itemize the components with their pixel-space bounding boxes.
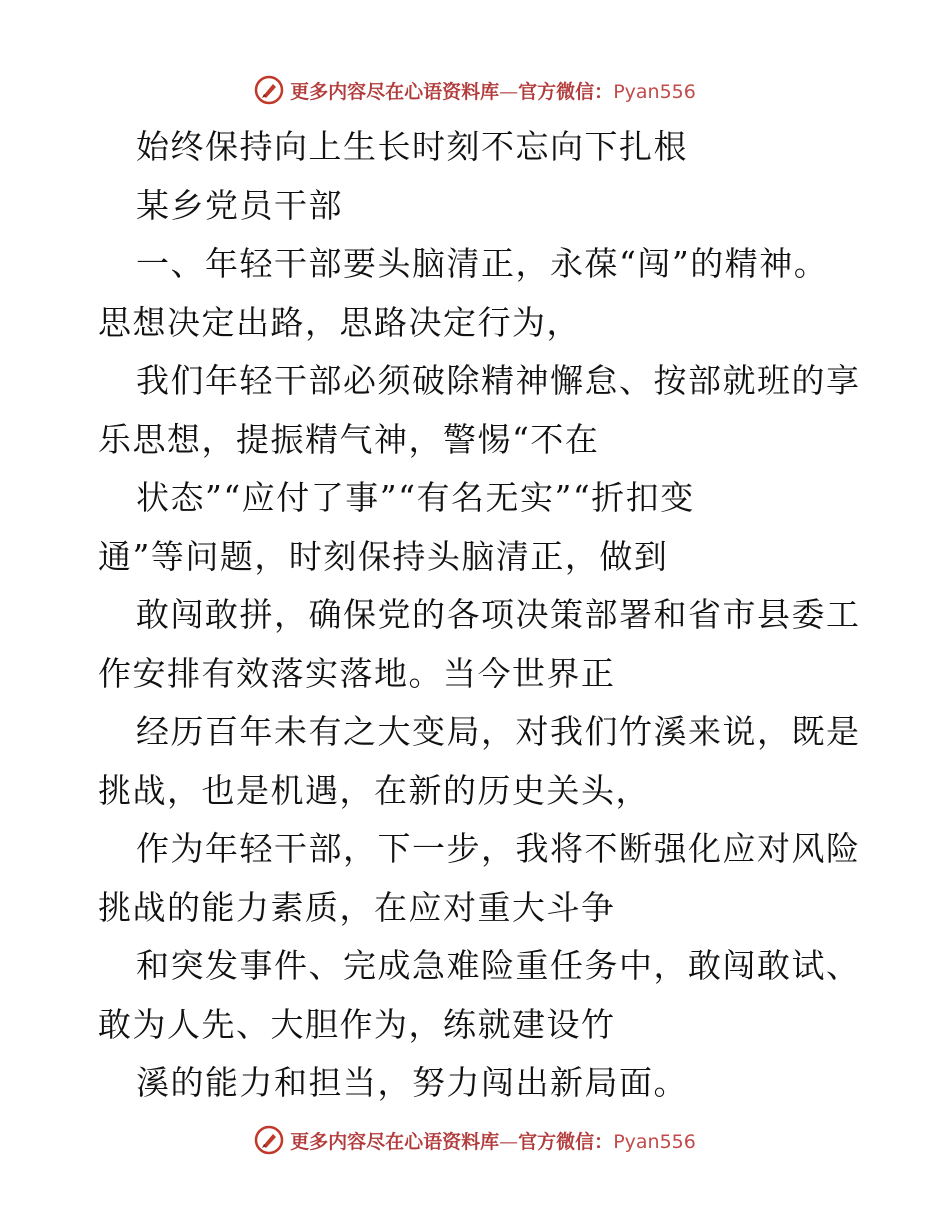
text-line: 经历百年未有之大变局，对我们竹溪来说，既是 [136,712,861,751]
text-line: 某乡党员干部 [136,185,343,225]
text-line: 我们年轻干部必须破除精神懈怠、按部就班的享 [136,361,861,400]
text-line: 和突发事件、完成急难险重任务中，敢闯敢试、 [136,946,861,985]
pen-logo-icon [254,75,284,105]
watermark-text: 更多内容尽在心语资料库—官方微信：Pyan556 [290,80,696,103]
text-line: 乐思想，提振精气神，警惕“不在 [98,419,600,459]
document-body [98,118,861,1113]
text-line: 状态”“应付了事”“有名无实”“折扣变 [136,478,695,517]
text-line: 始终保持向上生长时刻不忘向下扎根 [136,127,688,166]
footer-watermark [0,1120,950,1160]
text-line: 作安排有效落实落地。当今世界正 [98,653,616,693]
watermark-text: 更多内容尽在心语资料库—官方微信：Pyan556 [290,1130,696,1153]
text-line: 作为年轻干部，下一步，我将不断强化应对风险 [136,829,861,868]
header-watermark [0,70,950,110]
text-line: 思想决定出路，思路决定行为， [98,302,581,342]
pen-logo-icon [254,1125,284,1155]
text-line: 一、年轻干部要头脑清正，永葆“闯”的精神。 [136,244,829,283]
text-line: 挑战的能力素质，在应对重大斗争 [98,887,616,927]
text-line: 通”等问题，时刻保持头脑清正，做到 [98,536,669,576]
text-line: 敢为人先、大胆作为，练就建设竹 [98,1004,616,1044]
text-line: 敢闯敢拼，确保党的各项决策部署和省市县委工 [136,595,861,634]
text-line: 溪的能力和担当，努力闯出新局面。 [136,1063,688,1102]
text-line: 挑战，也是机遇，在新的历史关头， [98,770,650,810]
